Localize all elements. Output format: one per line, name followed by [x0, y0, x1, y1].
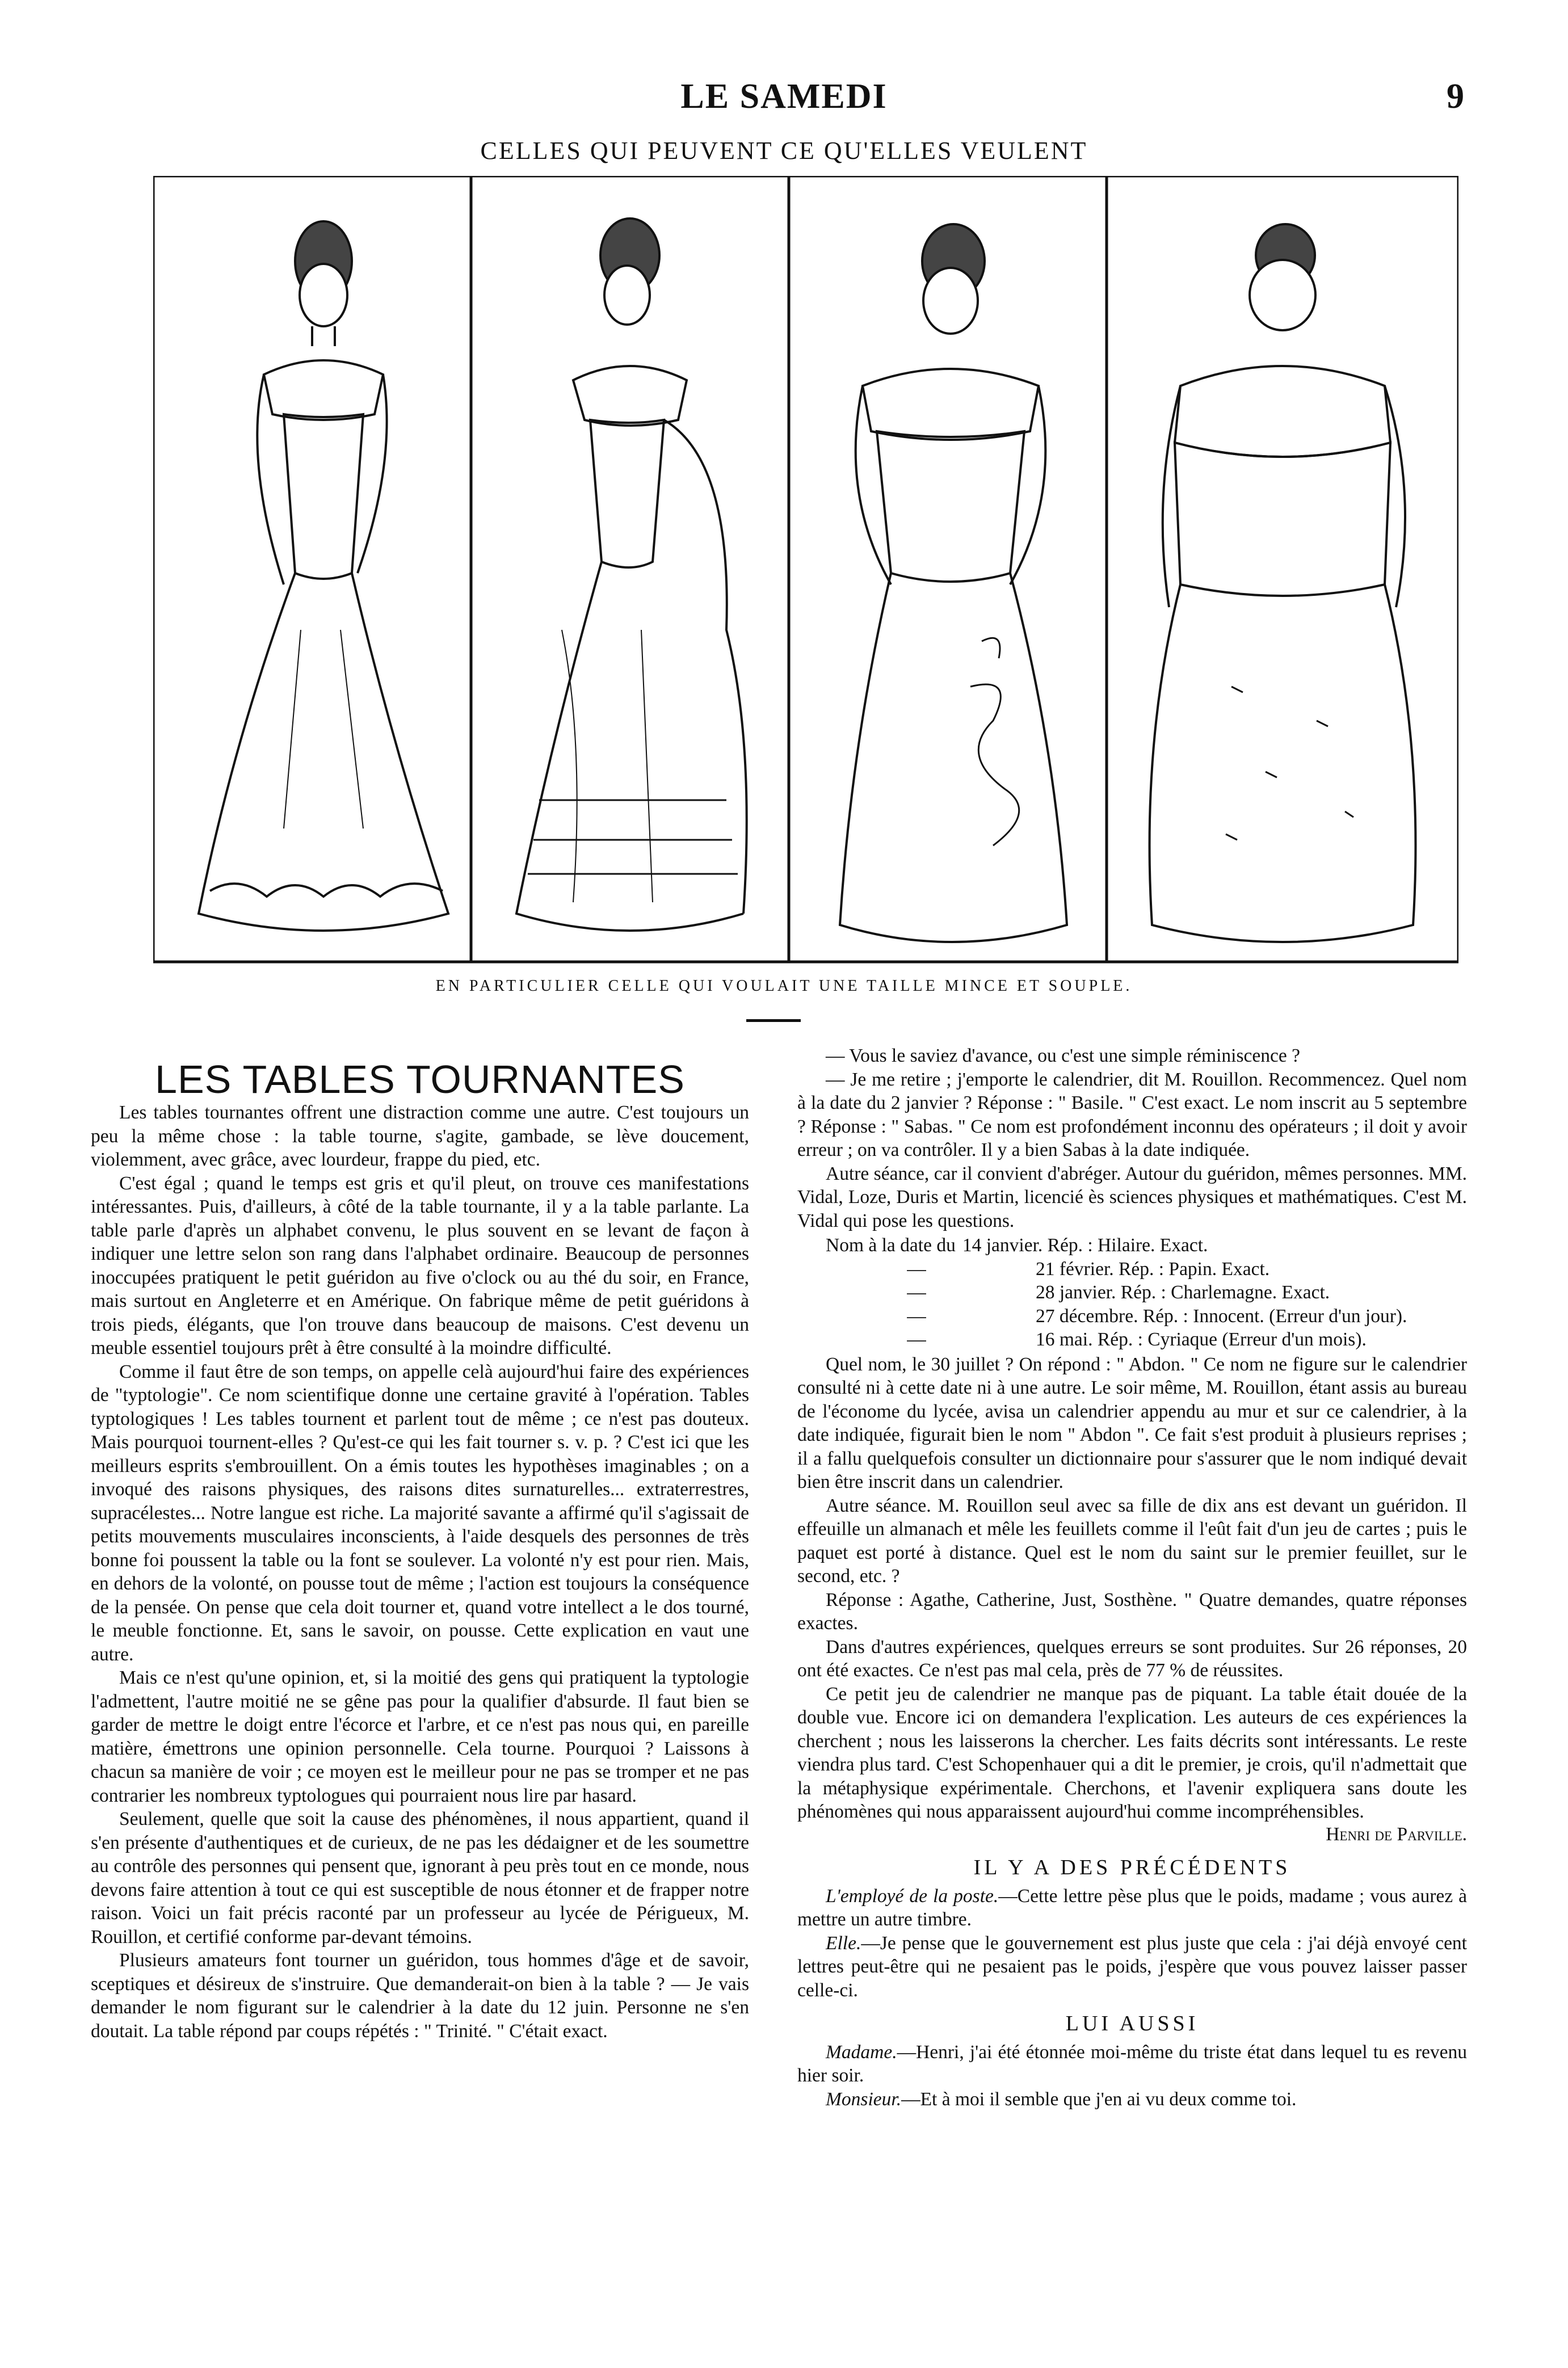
article-paragraph: Réponse : Agathe, Catherine, Just, Sosthène. " Quatre demandes, quatre réponses exactes.: [797, 1589, 1467, 1634]
article-paragraph: — Je me retire ; j'emporte le calendrier, dit M. Rouillon. Recommencez. Quel nom à la date du 2 janvier ? Réponse : " Basile. " C'est exact. Le nom inscrit au 5 septembre ? Réponse : " Sabas. " Ce nom est profondément inconnu des opérateurs ; il doit y avoir erreur ; on va contrôler. Il y a bien Sabas à la date indiquée.: [797, 1069, 1467, 1160]
calendar-answer-row: — 27 décembre. Rép. : Innocent. (Erreur d'un jour).: [797, 1305, 1467, 1328]
dialogue-line: [797, 2041, 1467, 2088]
article-paragraph: C'est égal ; quand le temps est gris et qu'il pleut, on trouve ces manifestations intéressantes. Puis, d'ailleurs, à côté de la table tournante, il y a la table parlante. La table parle d'après un alphabet convenu, le plus souvent en se levant de façon à indiquer une lettre selon son rang dans l'alphabet ordinaire. Beaucoup de personnes inoccupées pratiquent le petit guéridon au five o'clock ou au thé du soir, en France, mais surtout en Angleterre et en Amérique. On fabrique même de petit guéridons à trois pieds, élégants, que l'on trouve dans beaucoup de maisons. C'est devenu un meuble essentiel toujours prêt à être consulté à la moindre difficulté.: [91, 1172, 749, 1358]
article-paragraph: Ce petit jeu de calendrier ne manque pas de piquant. La table était douée de la double vue. Encore ici on demandera l'explication. Les auteurs de ces expériences la cherchent ; nous les laisserons la chercher. Les faits décrits sont intéressants. Le reste viendra plus tard. C'est Schopenhauer qui a dit le premier, je crois, qu'il n'admettait que la métaphysique expérimentale. Cherchons, et l'avenir expliquera sans doute les phénomènes qui nous apparaissent aujourd'hui comme incompréhensibles.: [797, 1683, 1467, 1822]
illustration-title: CELLES QUI PEUVENT CE QU'ELLES VEULENT: [480, 137, 1088, 165]
figure-1: [199, 221, 448, 931]
article-column-right: [797, 1044, 1467, 2111]
calendar-answer: 27 décembre. Rép. : Innocent. (Erreur d'un jour).: [1036, 1305, 1407, 1327]
calendar-answer: 14 janvier. Rép. : Hilaire. Exact.: [962, 1235, 1208, 1256]
divider: [746, 1019, 801, 1022]
dialogue-text: —Et à moi il semble que j'en ai vu deux comme toi.: [901, 2088, 1297, 2110]
dialogue-text: —Cette lettre pèse plus que le poids, madame ; vous aurez à mettre un autre timbre.: [797, 1885, 1468, 1930]
article-signature: Henri de Parville.: [1326, 1823, 1467, 1845]
dialogue-line: [797, 1885, 1467, 1932]
article-paragraph: Dans d'autres expériences, quelques erreurs se sont produites. Sur 26 réponses, 20 ont été exactes. Ce n'est pas mal cela, près de 77 % de réussites.: [797, 1636, 1467, 1681]
dates-intro: Nom à la date du: [826, 1235, 956, 1256]
illustration: [153, 176, 1458, 970]
figure-4: [1150, 224, 1416, 942]
speaker: Madame.: [826, 2041, 897, 2063]
dialogue-line: [797, 2088, 1467, 2112]
illustration-caption: EN PARTICULIER CELLE QUI VOULAIT UNE TAILLE MINCE ET SOUPLE.: [435, 977, 1133, 995]
speaker: Elle.: [826, 1932, 861, 1954]
anecdote-title: LUI AUSSI: [1065, 2012, 1199, 2035]
article-paragraph: Comme il faut être de son temps, on appelle celà aujourd'hui faire des expériences de "typtologie". Ce nom scientifique donne une certaine gravité à l'opération. Tables typtologiques ! Les tables tournent et parlent tout de même ; ce n'est pas douteux. Mais pourquoi tournent-elles ? Qu'est-ce qui les fait tourner s. v. p. ? C'est ici que les meilleurs esprits s'embrouillent. On a émis toutes les hypothèses imaginables ; on a invoqué des raisons physiques, des raisons dites surnaturelles... extraterrestres, supracélestes... Notre langue est riche. La majorité savante a affirmé qu'il s'agissait de petits mouvements musculaires inconscients, à l'aide desquels des personnes de très bonne foi poussent la table ou la font se soulever. La volonté n'y est pour rien. Mais, en dehors de la volonté, on pousse tout de même ; l'action est toujours la conséquence de la pensée. On pense que cela doit tourner et, quand votre intellect a le dos tourné, le meuble fonctionne. Et, sans le savoir, on pousse. Cette explication en vaut une autre.: [91, 1361, 749, 1665]
calendar-answer: 16 mai. Rép. : Cyriaque (Erreur d'un mois).: [1036, 1329, 1367, 1350]
article-paragraph: Quel nom, le 30 juillet ? On répond : " Abdon. " Ce nom ne figure sur le calendrier consulté ni à cette date ni à une autre. Le soir même, M. Rouillon, étant assis au bureau de l'économe du lycée, avisa un calendrier appendu au mur et sur ce calendrier, à la date indiquée, figurait bien le nom " Abdon ". Ce fait s'est produit à plusieurs reprises ; il a fallu quelquefois consulter un dictionnaire pour s'assurer que le nom indiqué devait bien être inscrit dans un calendrier.: [797, 1353, 1467, 1492]
calendar-answer-row: — 16 mai. Rép. : Cyriaque (Erreur d'un mois).: [797, 1328, 1467, 1352]
figure-2: [516, 218, 747, 931]
masthead-title: LE SAMEDI: [680, 77, 888, 116]
article-paragraph: Plusieurs amateurs font tourner un guéridon, tous hommes d'âge et de savoir, sceptiques et désireux de s'instruire. Que demanderait-on bien à la table ? — Je vais demander le nom figurant sur le calendrier à la date du 12 juin. Personne ne s'en doutait. La table répond par coups répétés : " Trinité. " C'était exact.: [91, 1950, 749, 2042]
calendar-answer-row: [797, 1234, 1467, 1257]
figure-3: [840, 224, 1067, 942]
article-column-left: [91, 1101, 749, 2043]
article-title: LES TABLES TOURNANTES: [155, 1057, 685, 1101]
article-paragraph: — Vous le saviez d'avance, ou c'est une simple réminiscence ?: [826, 1045, 1300, 1066]
dialogue-text: —Henri, j'ai été étonnée moi-même du triste état dans lequel tu es revenu hier soir.: [797, 2041, 1467, 2086]
speaker: Monsieur.: [826, 2088, 902, 2110]
calendar-answers: [797, 1234, 1467, 1352]
calendar-answer: 28 janvier. Rép. : Charlemagne. Exact.: [1036, 1282, 1330, 1303]
anecdote-title: IL Y A DES PRÉCÉDENTS: [973, 1856, 1291, 1879]
dialogue-line: [797, 1932, 1467, 2003]
calendar-answer-row: — 21 février. Rép. : Papin. Exact.: [797, 1257, 1467, 1281]
calendar-answer-row: — 28 janvier. Rép. : Charlemagne. Exact.: [797, 1281, 1467, 1305]
article-paragraph: Les tables tournantes offrent une distraction comme une autre. C'est toujours un peu la même chose : la table tourne, s'agite, gambade, se lève doucement, violemment, avec grâce, avec lourdeur, frappe du pied, etc.: [91, 1102, 749, 1170]
speaker: L'employé de la poste.: [826, 1885, 999, 1907]
article-paragraph: Seulement, quelle que soit la cause des phénomènes, il nous appartient, quand il s'en présente d'authentiques et de curieux, de ne pas les dédaigner et de les soumettre au contrôle des personnes qui pensent que, ignorant à peu près tout en ce monde, nous devons faire attention à tout ce qui est susceptible de nous étonner et de frapper notre raison. Voici un fait précis raconté par un professeur au lycée de Périgueux, M. Rouillon, et certifié conforme par-devant témoins.: [91, 1808, 749, 1948]
article-paragraph: Mais ce n'est qu'une opinion, et, si la moitié des gens qui pratiquent la typtologie l'admettent, l'autre moitié ne se gêne pas pour la qualifier d'absurde. Il faut bien se garder de mettre le doigt entre l'écorce et l'arbre, et ce n'est pas nous qui, en pareille matière, émettrons une opinion personnelle. Cela tourne. Pourquoi ? Laissons à chacun sa manière de voir ; ce moyen est le meilleur pour ne pas se tromper et ne pas contrarier les nombreux typtologues qui pourraient nous lire par hasard.: [91, 1667, 749, 1806]
page-number: 9: [1447, 77, 1464, 116]
article-paragraph: Autre séance. M. Rouillon seul avec sa fille de dix ans est devant un guéridon. Il effeuille un almanach et mêle les feuillets comme il l'eût fait d'un jeu de cartes ; puis le paquet est porté à distance. Quel est le nom du saint sur le premier feuillet, sur le second, etc. ?: [797, 1495, 1467, 1587]
calendar-answer: 21 février. Rép. : Papin. Exact.: [1036, 1258, 1270, 1280]
dialogue-text: —Je pense que le gouvernement est plus juste que cela : j'ai déjà envoyé cent lettres peut-être qui ne pesaient pas le poids, j'espère que vous pouvez laisser passer celle-ci.: [797, 1932, 1467, 2001]
article-paragraph: Autre séance, car il convient d'abréger. Autour du guéridon, mêmes personnes. MM. Vidal, Loze, Duris et Martin, licencié ès sciences physiques et mathématiques. C'est M. Vidal qui pose les questions.: [797, 1163, 1467, 1231]
